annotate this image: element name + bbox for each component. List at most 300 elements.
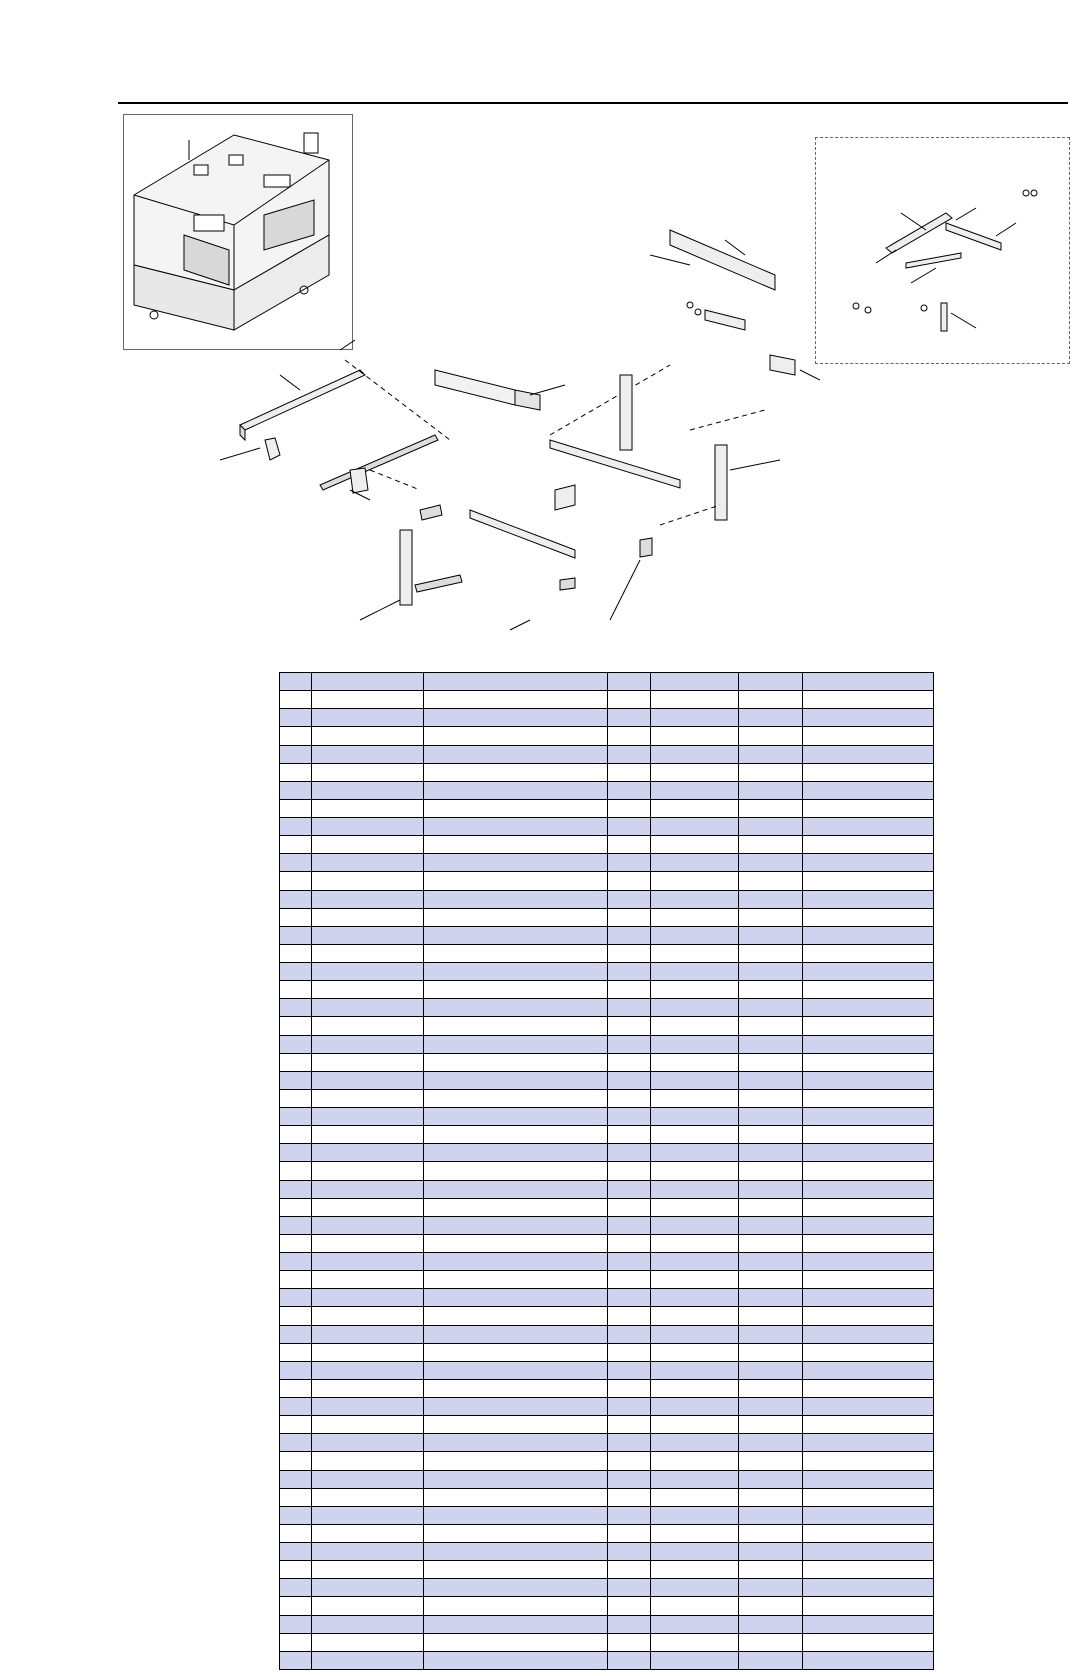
- table-cell: [312, 1198, 424, 1216]
- table-cell: [424, 1524, 608, 1542]
- table-cell: [608, 1126, 651, 1144]
- table-cell: [608, 890, 651, 908]
- table-cell: [608, 1452, 651, 1470]
- table-row: [280, 673, 934, 691]
- table-cell: [424, 1144, 608, 1162]
- table-cell: [608, 1470, 651, 1488]
- table-cell: [608, 1434, 651, 1452]
- table-row: [280, 1524, 934, 1542]
- table-cell: [424, 1089, 608, 1107]
- table-cell: [424, 890, 608, 908]
- parts-list-table: [279, 672, 934, 1670]
- table-cell: [651, 926, 739, 944]
- table-cell: [280, 1234, 312, 1252]
- table-cell: [424, 1162, 608, 1180]
- table-cell: [280, 1053, 312, 1071]
- table-cell: [608, 818, 651, 836]
- table-cell: [280, 908, 312, 926]
- table-cell: [312, 1615, 424, 1633]
- table-cell: [651, 818, 739, 836]
- table-cell: [803, 1180, 934, 1198]
- table-cell: [280, 1543, 312, 1561]
- table-cell: [739, 1071, 803, 1089]
- table-cell: [739, 1470, 803, 1488]
- table-cell: [739, 1017, 803, 1035]
- table-cell: [803, 1452, 934, 1470]
- table-cell: [280, 926, 312, 944]
- table-row: [280, 1253, 934, 1271]
- table-cell: [424, 1379, 608, 1397]
- table-cell: [651, 1651, 739, 1669]
- table-cell: [280, 854, 312, 872]
- table-cell: [651, 1271, 739, 1289]
- table-cell: [803, 1543, 934, 1561]
- table-cell: [803, 1651, 934, 1669]
- table-cell: [651, 1361, 739, 1379]
- table-cell: [312, 1434, 424, 1452]
- table-cell: [424, 1071, 608, 1089]
- table-cell: [651, 1216, 739, 1234]
- table-cell: [803, 745, 934, 763]
- table-cell: [424, 1198, 608, 1216]
- table-cell: [280, 1216, 312, 1234]
- table-row: [280, 1053, 934, 1071]
- table-cell: [608, 1579, 651, 1597]
- table-cell: [803, 1561, 934, 1579]
- table-cell: [739, 1579, 803, 1597]
- table-cell: [803, 1144, 934, 1162]
- table-cell: [312, 1651, 424, 1669]
- table-cell: [739, 1379, 803, 1397]
- table-cell: [739, 1108, 803, 1126]
- table-cell: [312, 1180, 424, 1198]
- table-cell: [280, 981, 312, 999]
- table-cell: [651, 981, 739, 999]
- table-cell: [312, 1597, 424, 1615]
- table-cell: [424, 691, 608, 709]
- table-cell: [651, 1543, 739, 1561]
- table-cell: [651, 1307, 739, 1325]
- machine-overview-figure: [123, 114, 353, 350]
- table-row: [280, 1398, 934, 1416]
- table-cell: [803, 691, 934, 709]
- table-cell: [803, 1053, 934, 1071]
- table-cell: [424, 763, 608, 781]
- exploded-view-drawing: [220, 330, 860, 650]
- table-cell: [280, 1180, 312, 1198]
- table-cell: [651, 908, 739, 926]
- table-cell: [803, 1398, 934, 1416]
- table-cell: [312, 1108, 424, 1126]
- table-cell: [651, 799, 739, 817]
- table-cell: [280, 1651, 312, 1669]
- table-cell: [739, 1289, 803, 1307]
- table-cell: [739, 1633, 803, 1651]
- table-cell: [280, 1325, 312, 1343]
- table-row: [280, 1307, 934, 1325]
- table-row: [280, 1198, 934, 1216]
- table-cell: [312, 1126, 424, 1144]
- table-cell: [651, 1089, 739, 1107]
- table-cell: [803, 1108, 934, 1126]
- table-cell: [312, 1398, 424, 1416]
- table-cell: [280, 1108, 312, 1126]
- table-cell: [280, 1343, 312, 1361]
- table-row: [280, 1071, 934, 1089]
- table-row: [280, 1180, 934, 1198]
- table-cell: [739, 836, 803, 854]
- table-cell: [312, 709, 424, 727]
- table-cell: [424, 1180, 608, 1198]
- table-cell: [651, 1126, 739, 1144]
- table-cell: [424, 1053, 608, 1071]
- table-cell: [739, 908, 803, 926]
- table-cell: [280, 1416, 312, 1434]
- table-cell: [739, 1452, 803, 1470]
- table-cell: [608, 1089, 651, 1107]
- table-row: [280, 1234, 934, 1252]
- table-cell: [280, 1071, 312, 1089]
- table-cell: [739, 673, 803, 691]
- table-cell: [312, 1416, 424, 1434]
- table-row: [280, 1271, 934, 1289]
- table-row: [280, 763, 934, 781]
- table-cell: [312, 818, 424, 836]
- table-cell: [424, 1543, 608, 1561]
- table-cell: [280, 1597, 312, 1615]
- table-cell: [312, 1633, 424, 1651]
- table-cell: [280, 1633, 312, 1651]
- table-cell: [608, 1253, 651, 1271]
- table-cell: [312, 1506, 424, 1524]
- table-cell: [312, 872, 424, 890]
- table-cell: [280, 1470, 312, 1488]
- table-cell: [280, 673, 312, 691]
- table-cell: [803, 1126, 934, 1144]
- table-cell: [739, 1089, 803, 1107]
- table-cell: [651, 1234, 739, 1252]
- table-cell: [739, 1307, 803, 1325]
- table-cell: [280, 709, 312, 727]
- table-cell: [651, 872, 739, 890]
- table-cell: [803, 1035, 934, 1053]
- table-cell: [651, 763, 739, 781]
- table-cell: [651, 691, 739, 709]
- table-cell: [651, 890, 739, 908]
- table-cell: [803, 1506, 934, 1524]
- table-cell: [280, 963, 312, 981]
- table-cell: [739, 1488, 803, 1506]
- table-cell: [651, 836, 739, 854]
- table-cell: [312, 854, 424, 872]
- table-cell: [608, 673, 651, 691]
- table-cell: [739, 1180, 803, 1198]
- table-cell: [739, 1561, 803, 1579]
- table-cell: [651, 1524, 739, 1542]
- table-row: [280, 1452, 934, 1470]
- table-cell: [739, 818, 803, 836]
- table-cell: [608, 1017, 651, 1035]
- table-cell: [280, 1253, 312, 1271]
- table-cell: [424, 926, 608, 944]
- table-cell: [312, 836, 424, 854]
- table-cell: [739, 944, 803, 962]
- table-cell: [739, 1524, 803, 1542]
- table-cell: [608, 1343, 651, 1361]
- table-row: [280, 836, 934, 854]
- table-row: [280, 908, 934, 926]
- table-cell: [803, 963, 934, 981]
- table-cell: [312, 908, 424, 926]
- table-cell: [803, 727, 934, 745]
- table-cell: [803, 1488, 934, 1506]
- table-cell: [651, 1253, 739, 1271]
- table-cell: [424, 709, 608, 727]
- table-row: [280, 1216, 934, 1234]
- table-cell: [280, 1198, 312, 1216]
- table-row: [280, 1651, 934, 1669]
- table-cell: [803, 818, 934, 836]
- table-cell: [280, 1615, 312, 1633]
- table-cell: [424, 1434, 608, 1452]
- table-cell: [280, 1089, 312, 1107]
- table-cell: [312, 691, 424, 709]
- table-cell: [651, 1343, 739, 1361]
- table-cell: [312, 781, 424, 799]
- table-cell: [424, 1307, 608, 1325]
- table-row: [280, 1633, 934, 1651]
- table-cell: [424, 1506, 608, 1524]
- table-row: [280, 981, 934, 999]
- table-cell: [803, 1216, 934, 1234]
- table-cell: [608, 1071, 651, 1089]
- table-cell: [739, 981, 803, 999]
- table-cell: [608, 854, 651, 872]
- table-cell: [803, 709, 934, 727]
- table-cell: [739, 691, 803, 709]
- table-cell: [424, 963, 608, 981]
- table-cell: [739, 1271, 803, 1289]
- table-cell: [424, 854, 608, 872]
- table-row: [280, 1379, 934, 1397]
- table-row: [280, 818, 934, 836]
- table-cell: [803, 1379, 934, 1397]
- table-cell: [651, 999, 739, 1017]
- table-cell: [424, 1633, 608, 1651]
- table-cell: [803, 999, 934, 1017]
- table-cell: [280, 1561, 312, 1579]
- table-cell: [312, 1524, 424, 1542]
- table-cell: [608, 1180, 651, 1198]
- table-cell: [651, 745, 739, 763]
- table-cell: [312, 1089, 424, 1107]
- table-row: [280, 999, 934, 1017]
- table-row: [280, 709, 934, 727]
- table-cell: [312, 727, 424, 745]
- table-cell: [280, 890, 312, 908]
- table-cell: [424, 872, 608, 890]
- table-cell: [312, 963, 424, 981]
- table-cell: [608, 727, 651, 745]
- table-cell: [739, 1398, 803, 1416]
- table-cell: [424, 1108, 608, 1126]
- table-row: [280, 1488, 934, 1506]
- table-cell: [651, 1071, 739, 1089]
- table-cell: [312, 745, 424, 763]
- table-cell: [739, 1615, 803, 1633]
- machine-overview-drawing: [124, 115, 352, 349]
- table-cell: [312, 981, 424, 999]
- table-cell: [424, 1361, 608, 1379]
- table-cell: [312, 1307, 424, 1325]
- table-cell: [803, 1089, 934, 1107]
- table-cell: [651, 1488, 739, 1506]
- table-cell: [651, 1434, 739, 1452]
- table-cell: [312, 673, 424, 691]
- table-cell: [608, 1144, 651, 1162]
- table-cell: [651, 1452, 739, 1470]
- table-cell: [608, 1416, 651, 1434]
- table-cell: [424, 908, 608, 926]
- table-cell: [608, 1361, 651, 1379]
- table-cell: [608, 1271, 651, 1289]
- table-row: [280, 1561, 934, 1579]
- table-cell: [803, 854, 934, 872]
- table-cell: [608, 1398, 651, 1416]
- table-cell: [739, 1597, 803, 1615]
- table-cell: [739, 763, 803, 781]
- table-cell: [739, 1053, 803, 1071]
- table-cell: [803, 1253, 934, 1271]
- table-row: [280, 799, 934, 817]
- table-cell: [739, 926, 803, 944]
- table-cell: [803, 673, 934, 691]
- table-cell: [312, 763, 424, 781]
- table-cell: [651, 1180, 739, 1198]
- table-cell: [608, 1633, 651, 1651]
- table-cell: [424, 1253, 608, 1271]
- table-cell: [803, 1307, 934, 1325]
- table-cell: [312, 1162, 424, 1180]
- table-cell: [803, 1579, 934, 1597]
- table-cell: [312, 944, 424, 962]
- table-cell: [739, 1162, 803, 1180]
- table-cell: [312, 1053, 424, 1071]
- table-cell: [803, 781, 934, 799]
- table-row: [280, 1434, 934, 1452]
- table-cell: [312, 926, 424, 944]
- table-row: [280, 691, 934, 709]
- table-cell: [651, 1017, 739, 1035]
- table-cell: [803, 1017, 934, 1035]
- table-cell: [803, 763, 934, 781]
- table-cell: [608, 1216, 651, 1234]
- table-cell: [280, 691, 312, 709]
- table-cell: [651, 1144, 739, 1162]
- table-row: [280, 1325, 934, 1343]
- table-cell: [424, 1289, 608, 1307]
- table-cell: [424, 1615, 608, 1633]
- table-cell: [280, 818, 312, 836]
- table-cell: [608, 872, 651, 890]
- table-cell: [312, 1361, 424, 1379]
- table-row: [280, 1543, 934, 1561]
- table-cell: [280, 1144, 312, 1162]
- table-cell: [608, 781, 651, 799]
- table-cell: [312, 1071, 424, 1089]
- parts-table-body: [280, 673, 934, 1670]
- table-cell: [739, 1416, 803, 1434]
- table-cell: [280, 1307, 312, 1325]
- table-cell: [608, 799, 651, 817]
- table-cell: [280, 1579, 312, 1597]
- table-cell: [280, 1379, 312, 1397]
- table-cell: [608, 745, 651, 763]
- table-cell: [803, 1234, 934, 1252]
- table-cell: [739, 1126, 803, 1144]
- table-cell: [424, 1126, 608, 1144]
- table-cell: [739, 963, 803, 981]
- table-cell: [651, 1416, 739, 1434]
- table-cell: [739, 1035, 803, 1053]
- table-cell: [651, 1108, 739, 1126]
- table-cell: [739, 1651, 803, 1669]
- table-cell: [608, 1615, 651, 1633]
- table-cell: [651, 1633, 739, 1651]
- table-cell: [651, 1561, 739, 1579]
- table-row: [280, 727, 934, 745]
- table-row: [280, 1035, 934, 1053]
- table-cell: [424, 673, 608, 691]
- table-cell: [803, 981, 934, 999]
- table-cell: [280, 727, 312, 745]
- table-cell: [280, 1126, 312, 1144]
- table-cell: [312, 1289, 424, 1307]
- table-cell: [608, 763, 651, 781]
- table-row: [280, 1162, 934, 1180]
- table-cell: [651, 1162, 739, 1180]
- table-cell: [280, 1289, 312, 1307]
- table-cell: [608, 1053, 651, 1071]
- table-row: [280, 1506, 934, 1524]
- table-cell: [608, 944, 651, 962]
- table-row: [280, 1108, 934, 1126]
- table-cell: [312, 1216, 424, 1234]
- table-row: [280, 1089, 934, 1107]
- table-cell: [312, 1543, 424, 1561]
- table-cell: [280, 799, 312, 817]
- table-row: [280, 1597, 934, 1615]
- table-cell: [739, 1234, 803, 1252]
- table-cell: [280, 944, 312, 962]
- table-cell: [424, 745, 608, 763]
- table-cell: [608, 1307, 651, 1325]
- table-cell: [280, 1434, 312, 1452]
- table-cell: [803, 890, 934, 908]
- table-cell: [608, 1543, 651, 1561]
- table-cell: [608, 926, 651, 944]
- table-cell: [312, 1561, 424, 1579]
- table-cell: [280, 745, 312, 763]
- table-cell: [739, 709, 803, 727]
- table-cell: [803, 872, 934, 890]
- table-row: [280, 1579, 934, 1597]
- table-cell: [739, 799, 803, 817]
- table-cell: [608, 1325, 651, 1343]
- table-cell: [651, 854, 739, 872]
- table-cell: [608, 999, 651, 1017]
- table-cell: [651, 727, 739, 745]
